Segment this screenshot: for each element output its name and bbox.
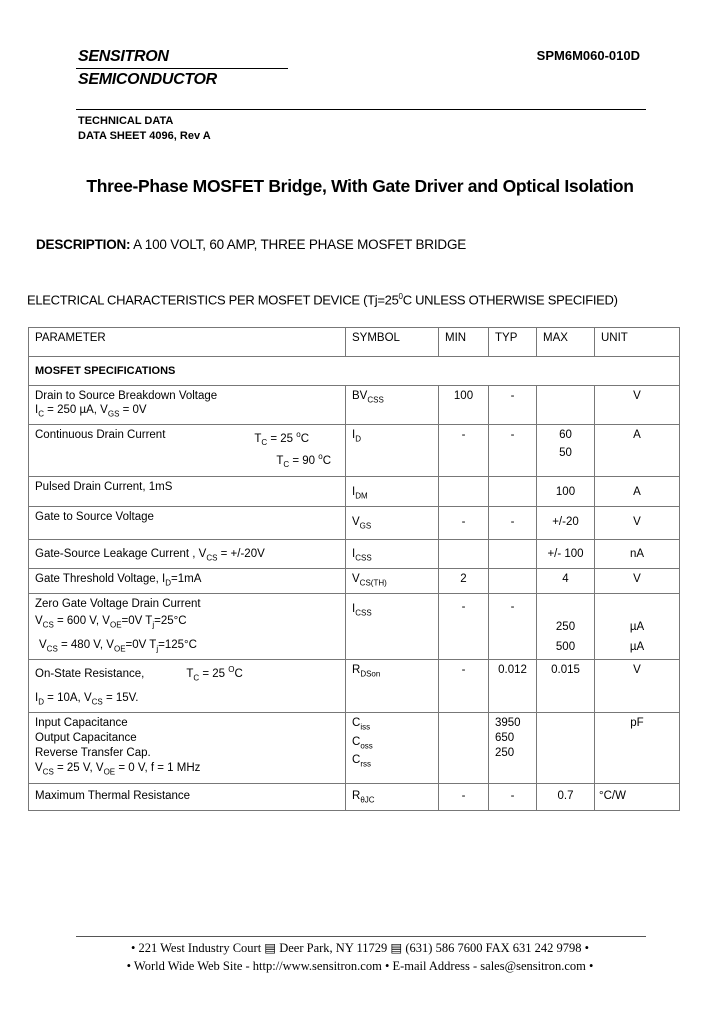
param-name: On-State Resistance,: [35, 667, 145, 680]
min-cell: [439, 476, 489, 506]
unit-cell: V: [595, 386, 680, 425]
param-name: Gate-Source Leakage Current , $V_{CS} = +/-20V$: [29, 539, 346, 568]
min-cell: -: [439, 506, 489, 539]
electrical-characteristics-heading: [27, 292, 618, 307]
min-cell: 2: [439, 569, 489, 594]
section-title: MOSFET SPECIFICATIONS: [29, 357, 680, 386]
header-unit: UNIT: [595, 328, 680, 357]
table-row: [29, 660, 680, 713]
param-condition: $V_{CS} = 600$ V, $V_{OE}=0V$ $T_j=25^\circ C$: [35, 615, 187, 630]
param-name: Pulsed Drain Current, 1mS: [29, 476, 346, 506]
min-cell: -: [439, 425, 489, 476]
symbol-cell: $V_{GS}$: [346, 506, 439, 539]
typ-cell: 3950 650 250: [489, 713, 537, 783]
spec-table: [28, 327, 680, 811]
param-condition: $I_C = 250$ µA, $V_{GS} = 0V$: [35, 404, 147, 419]
param-name: Output Capacitance: [35, 732, 137, 745]
max-cell: +/-20: [537, 506, 595, 539]
symbol-cell: $I_{DM}$: [346, 476, 439, 506]
header-typ: TYP: [489, 328, 537, 357]
param-condition: $V_{CS} = 480$ V, $V_{OE}=0V$ $T_j=125^\circ C$: [39, 638, 197, 654]
min-cell: 100: [439, 386, 489, 425]
min-cell: -: [439, 594, 489, 660]
header-rule-short: [76, 68, 288, 69]
param-name: Input Capacitance: [35, 717, 128, 730]
data-sheet-label: DATA SHEET 4096, Rev A: [78, 130, 211, 142]
part-number: SPM6M060-010D: [536, 48, 640, 63]
technical-data-label: TECHNICAL DATA: [78, 115, 174, 127]
table-row: [29, 569, 680, 594]
typ-cell: [489, 539, 537, 568]
max-cell: [537, 713, 595, 783]
max-cell: +/- 100: [537, 539, 595, 568]
table-row: [29, 386, 680, 425]
typ-cell: -: [489, 386, 537, 425]
param-name: Zero Gate Voltage Drain Current: [35, 598, 201, 611]
section-row: [29, 357, 680, 386]
table-row: [29, 539, 680, 568]
max-cell: 4: [537, 569, 595, 594]
unit-cell: V: [595, 660, 680, 713]
table-header-row: [29, 328, 680, 357]
max-cell: 250 500: [537, 594, 595, 660]
unit-cell: V: [595, 506, 680, 539]
table-row: [29, 506, 680, 539]
unit-cell: µA µA: [595, 594, 680, 660]
header-symbol: SYMBOL: [346, 328, 439, 357]
description: [36, 237, 466, 252]
max-cell: 0.7: [537, 783, 595, 810]
typ-cell: -: [489, 594, 537, 660]
footer-rule: [76, 936, 646, 937]
footer-web: • World Wide Web Site - http://www.sensitron.com • E-mail Address - sales@sensitron.com •: [126, 959, 594, 973]
symbol-cell: $V_{CS(TH)}$: [346, 569, 439, 594]
max-cell: 0.015: [537, 660, 595, 713]
description-text: A 100 VOLT, 60 AMP, THREE PHASE MOSFET BRIDGE: [133, 237, 467, 252]
symbol-cell: $I_{CSS}$: [346, 539, 439, 568]
table-row: [29, 594, 680, 660]
table-row: [29, 476, 680, 506]
symbol-cell: $R_{\theta JC}$: [346, 783, 439, 810]
unit-cell: A: [595, 425, 680, 476]
unit-cell: nA: [595, 539, 680, 568]
unit-cell: pF: [595, 713, 680, 783]
company-name-line1: SENSITRON: [78, 48, 169, 65]
param-name: Continuous Drain Current: [35, 429, 166, 442]
param-condition: $T_C = 25$ $^o$C: [254, 430, 309, 448]
description-label: DESCRIPTION:: [36, 237, 131, 252]
typ-cell: -: [489, 425, 537, 476]
footer-address: • 221 West Industry Court ▤ Deer Park, NY 11729 ▤ (631) 586 7600 FAX 631 242 9798 •: [130, 941, 590, 955]
table-row: [29, 783, 680, 810]
elec-prefix: ELECTRICAL CHARACTERISTICS PER MOSFET DEVICE (Tj=25: [27, 292, 399, 308]
symbol-cell: $R_{DSon}$: [346, 660, 439, 713]
company-name-line2: SEMICONDUCTOR: [78, 71, 217, 88]
symbol-cell: $BV_{CSS}$: [346, 386, 439, 425]
param-name: Gate to Source Voltage: [29, 506, 346, 539]
param-condition: $V_{CS} = 25$ V, $V_{OE} = 0$ V, f = 1 MHz: [35, 762, 201, 777]
unit-cell: V: [595, 569, 680, 594]
header-rule-long: [76, 109, 646, 110]
unit-cell: °C/W: [595, 783, 680, 810]
typ-cell: -: [489, 506, 537, 539]
param-name: Gate Threshold Voltage, $I_D=1mA$: [29, 569, 346, 594]
table-row: [29, 425, 680, 476]
max-cell: 60 50: [537, 425, 595, 476]
param-name: Reverse Transfer Cap.: [35, 747, 151, 760]
param-condition: $I_D = 10A$, $V_{CS} = 15V$.: [35, 692, 139, 707]
header-min: MIN: [439, 328, 489, 357]
header-max: MAX: [537, 328, 595, 357]
typ-cell: 0.012: [489, 660, 537, 713]
symbol-cell: $I_D$: [346, 425, 439, 476]
symbol-cell: $C_{iss}$ $C_{oss}$ $C_{rss}$: [346, 713, 439, 783]
param-condition: $T_C = 90$ $^o$C: [276, 452, 331, 470]
header-parameter: PARAMETER: [29, 328, 346, 357]
min-cell: [439, 539, 489, 568]
min-cell: -: [439, 660, 489, 713]
param-name: Drain to Source Breakdown Voltage: [35, 390, 218, 402]
elec-suffix: C UNLESS OTHERWISE SPECIFIED): [402, 292, 618, 308]
elec-sup: 0: [398, 292, 403, 301]
table-row: [29, 713, 680, 783]
typ-cell: [489, 569, 537, 594]
unit-cell: A: [595, 476, 680, 506]
max-cell: 100: [537, 476, 595, 506]
param-line: [35, 428, 339, 450]
symbol-cell: $I_{CSS}$: [346, 594, 439, 660]
min-cell: -: [439, 783, 489, 810]
param-name: Maximum Thermal Resistance: [29, 783, 346, 810]
typ-cell: -: [489, 783, 537, 810]
param-line: [35, 663, 339, 685]
max-cell: [537, 386, 595, 425]
typ-cell: [489, 476, 537, 506]
param-condition: $T_C = 25$ $^O$C: [186, 665, 243, 683]
document-title: Three-Phase MOSFET Bridge, With Gate Driver and Optical Isolation: [86, 176, 634, 196]
min-cell: [439, 713, 489, 783]
